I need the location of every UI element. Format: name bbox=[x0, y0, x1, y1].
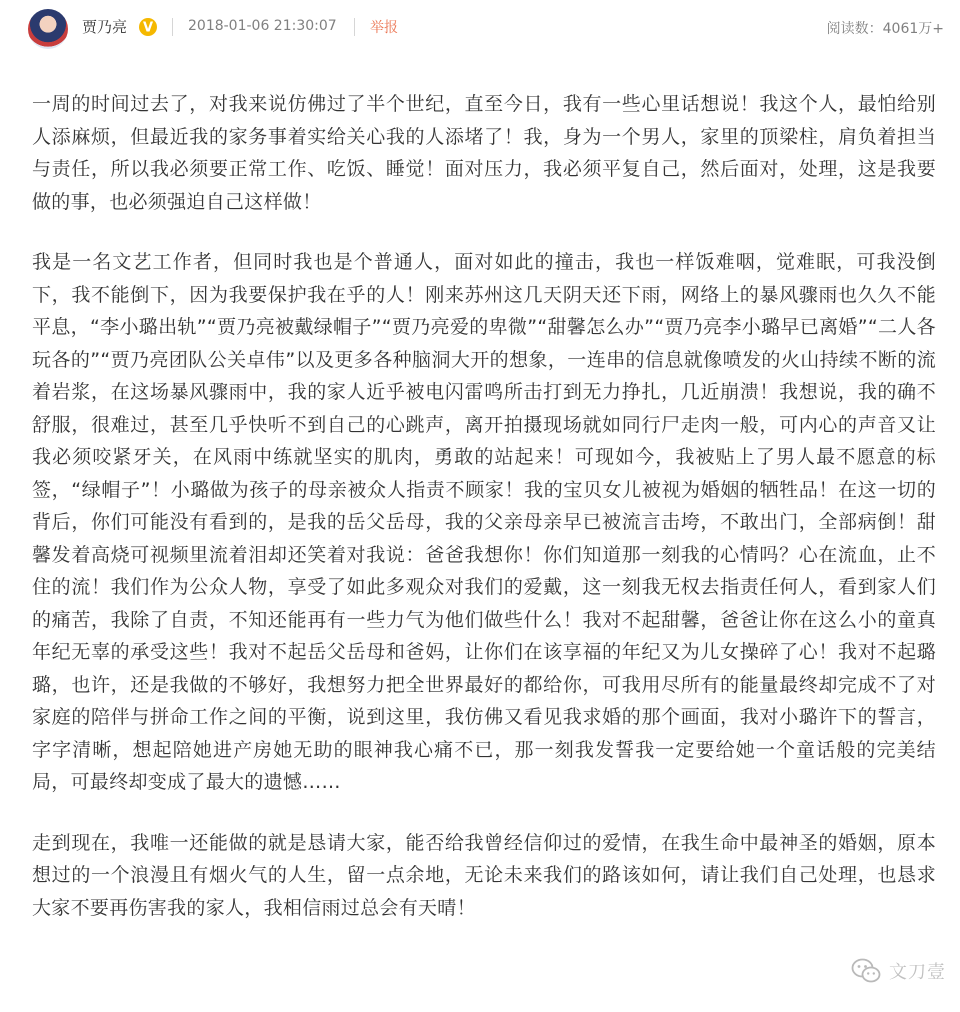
post-header bbox=[0, 0, 960, 58]
read-count: 阅读数：4061万+ bbox=[826, 21, 944, 37]
post-paragraph: 我是一名文艺工作者，但同时我也是个普通人，面对如此的撞击，我也一样饭难咽，觉难眠，可我没倒下，我不能倒下，因为我要保护我在乎的人！刚来苏州这几天阴天还下雨，网络上的暴风骤雨也久久不能平息，“李小璐出轨”“贾乃亮被戴绿帽子”“贾乃亮爱的卑微”“甜馨怎么办”“贾乃亮李小璐早已离婚”“二人各玩各的”“贾乃亮团队公关卓伟”以及更多各种脑洞大开的想象，一连串的信息就像喷发的火山持续不断的流着岩浆，在这场暴风骤雨中，我的家人近乎被电闪雷鸣所击打到无力挣扎，几近崩溃！我想说，我的确不舒服，很难过，甚至几乎快听不到自己的心跳声，离开拍摄现场就如同行尸走肉一般，可内心的声音又让我必须咬紧牙关，在风雨中练就坚实的肌肉，勇敢的站起来！可现如今，我被贴上了男人最不愿意的标签，“绿帽子”！小璐做为孩子的母亲被众人指责不顾家！我的宝贝女儿被视为婚姻的牺牲品！在这一切的背后，你们可能没有看到的，是我的岳父岳母，我的父亲母亲早已被流言击垮，不敢出门，全部病倒！甜馨发着高烧可视频里流着泪却还笑着对我说：爸爸我想你！你们知道那一刻我的心情吗？心在流血，止不住的流！我们作为公众人物，享受了如此多观众对我们的爱戴，这一刻我无权去指责任何人，看到家人们的痛苦，我除了自责，不知还能再有一些力气为他们做些什么！我对不起甜馨，爸爸让你在这么小的童真年纪无辜的承受这些！我对不起岳父岳母和爸妈，让你们在该享福的年纪又为儿女操碎了心！我对不起璐璐，也许，还是我做的不够好，我想努力把全世界最好的都给你，可我用尽所有的能量最终却完成不了对家庭的陪伴与拼命工作之间的平衡，说到这里，我仿佛又看见我求婚的那个画面，我对小璐许下的誓言，字字清晰，想起陪她进产房她无助的眼神我心痛不已，那一刻我发誓我一定要给她一个童话般的完美结局，可最终却变成了最大的遗憾…… bbox=[32, 251, 936, 793]
post-content bbox=[32, 88, 936, 952]
verified-badge-icon bbox=[138, 17, 158, 37]
username[interactable]: 贾乃亮 bbox=[82, 18, 128, 36]
svg-text:V: V bbox=[142, 20, 154, 36]
post-timestamp: 2018-01-06 21:30:07 bbox=[188, 18, 337, 34]
post-paragraph: 走到现在，我唯一还能做的就是恳请大家，能否给我曾经信仰过的爱情，在我生命中最神圣的婚姻，原本想过的一个浪漫且有烟火气的人生，留一点余地，无论未来我们的路该如何，请让我们自己处理，也恳求大家不要再伤害我的家人，我相信雨过总会有天晴！ bbox=[32, 831, 936, 919]
post-paragraph: 一周的时间过去了，对我来说仿佛过了半个世纪，直至今日，我有一些心里话想说！我这个人，最怕给别人添麻烦，但最近我的家务事着实给关心我的人添堵了！我，身为一个男人，家里的顶梁柱，肩负着担当与责任，所以我必须要正常工作、吃饭、睡觉！面对压力，我必须平复自己，然后面对，处理，这是我要做的事，也必须强迫自己这样做！ bbox=[32, 93, 936, 213]
watermark-text: 文刀壹 bbox=[889, 962, 946, 983]
header-divider bbox=[172, 18, 173, 36]
wechat-icon bbox=[851, 958, 881, 984]
watermark bbox=[851, 958, 946, 984]
report-button[interactable]: 举报 bbox=[370, 20, 398, 36]
header-divider bbox=[354, 18, 355, 36]
avatar[interactable] bbox=[28, 9, 68, 49]
